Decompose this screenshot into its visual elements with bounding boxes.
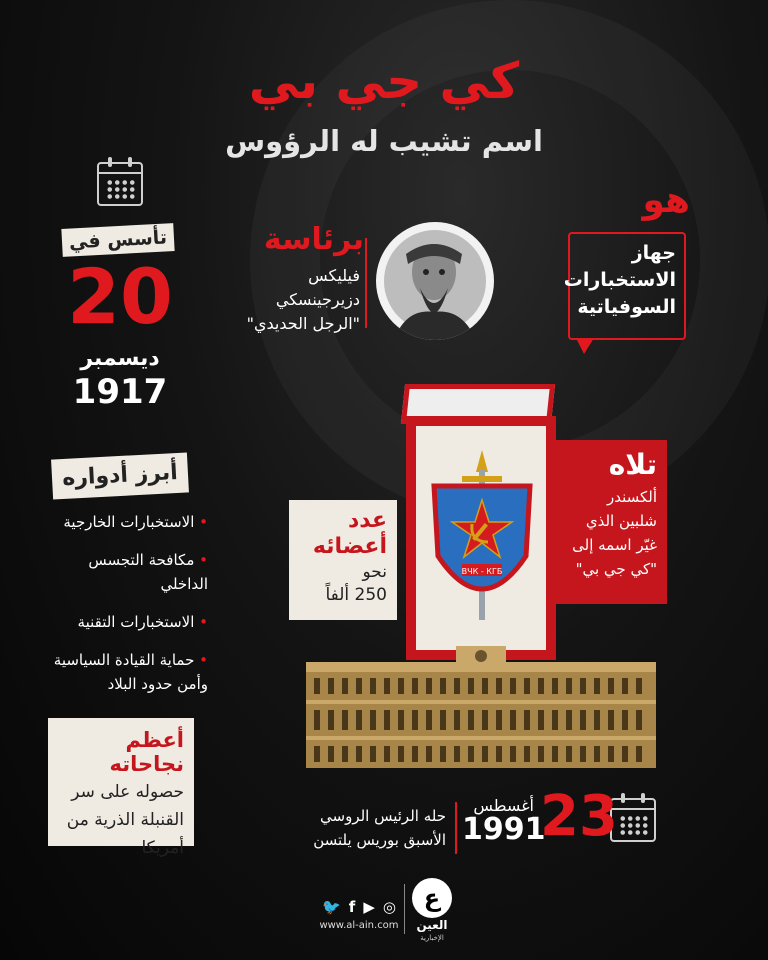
success-label: أعظم نجاحاته: [109, 728, 184, 776]
dissolved-text: [296, 804, 446, 852]
roles-label: أبرز أدواره: [51, 452, 189, 499]
members-value-2: 250 ألفاً: [325, 585, 387, 605]
founded-year: 1917: [72, 372, 168, 412]
founded-month: ديسمبر: [80, 346, 160, 371]
social-icons: [322, 898, 396, 916]
success-box: [48, 718, 194, 858]
divider: [455, 802, 457, 854]
leader-nickname: "الرجل الحديدي": [246, 314, 360, 333]
instagram-icon[interactable]: ◎: [382, 898, 396, 916]
emblem-text: ВЧК - КГБ: [461, 567, 503, 576]
successor-text: ألكسندر شلبين الذي غيّر اسمه إلى "كي جي بي": [572, 488, 657, 578]
successor-box: [555, 440, 667, 604]
page-title: كي جي بي: [248, 52, 520, 110]
success-text: حصوله على سر القنبلة الذرية من أمريكا: [66, 782, 184, 858]
facebook-icon[interactable]: f: [348, 898, 356, 916]
is-text-bubble: [563, 232, 686, 340]
divider: [365, 238, 367, 328]
portrait-frame: [376, 222, 494, 340]
dissolved-day: 23: [540, 784, 618, 849]
lubyanka-building: [306, 640, 656, 768]
successor-label: تلاه: [608, 448, 657, 481]
bubble-tail: [576, 338, 594, 354]
leadership-label: برئاسة: [263, 222, 364, 257]
roles-list: [40, 510, 226, 710]
founded-day: 20: [67, 252, 173, 341]
brand-sub: الإخبارية: [420, 934, 444, 942]
calendar-icon: [97, 162, 143, 206]
members-value-1: نحو: [362, 562, 387, 582]
youtube-icon[interactable]: ▶: [363, 898, 375, 916]
role-item: • حماية القيادة السياسية وأمن حدود البلاد: [53, 651, 208, 693]
brand-name: العين: [416, 918, 448, 932]
dissolved-text-line1: حله الرئيس الروسي: [320, 807, 446, 825]
role-item: • الاستخبارات التقنية: [77, 613, 208, 631]
dissolved-year: 1991: [462, 812, 546, 847]
dissolved-month: أغسطس: [473, 796, 534, 815]
leader-first-name: فيليكس: [308, 266, 360, 285]
portrait-dzerzhinsky: [376, 222, 494, 340]
members-label-1: عدد: [347, 508, 387, 533]
role-item: • الاستخبارات الخارجية: [63, 513, 208, 531]
members-label-2: أعضائه: [312, 534, 387, 559]
website-url[interactable]: www.al-ain.com: [319, 920, 399, 931]
dissolved-text-line2: الأسبق بوريس يلتسن: [313, 831, 446, 849]
is-text: جهاز الاستخبارات السوفياتية: [563, 242, 676, 318]
is-label: هو: [642, 180, 690, 221]
page-subtitle: اسم تشيب له الرؤوس: [225, 124, 543, 158]
leader-last-name: دزيرجينسكي: [275, 290, 360, 309]
role-item: • مكافحة التجسس الداخلي: [88, 551, 208, 593]
twitter-icon[interactable]: 🐦: [322, 898, 341, 916]
kgb-emblem: [426, 446, 538, 626]
founded-label: تأسس في: [61, 223, 174, 257]
members-box: [289, 500, 397, 620]
al-ain-logo: ع: [412, 878, 452, 918]
leadership-names: [232, 264, 360, 336]
